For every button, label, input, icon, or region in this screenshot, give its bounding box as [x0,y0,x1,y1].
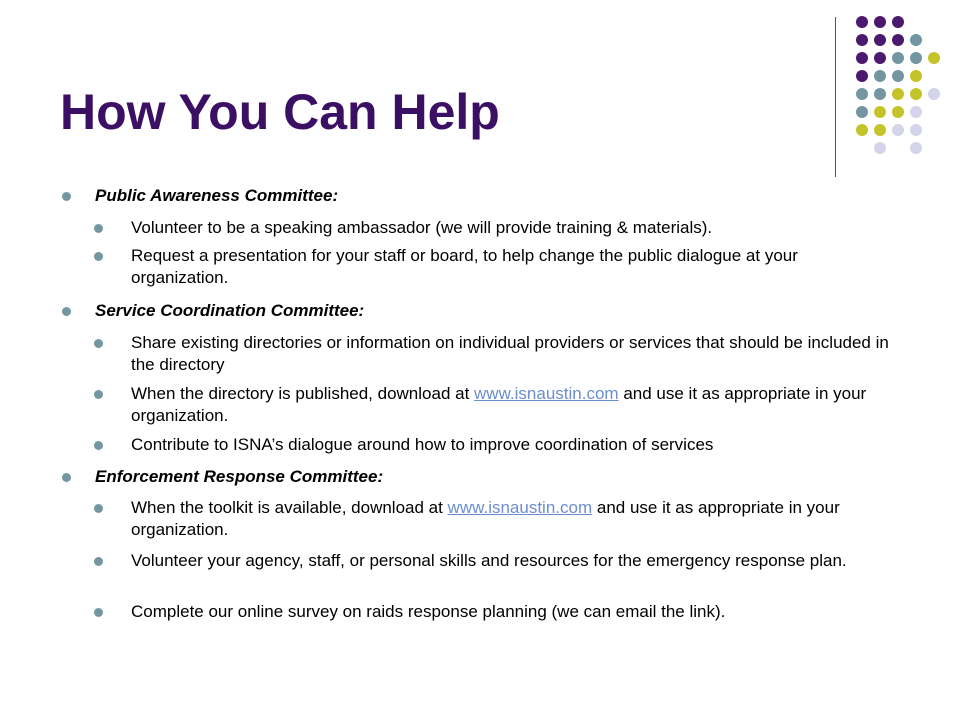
list-item: Volunteer your agency, staff, or personal skills and resources for the emergency response plan. [131,551,847,570]
bullet-dot [94,557,103,566]
bullet-dot [62,192,71,201]
bullet-dot [94,339,103,348]
list-item: Contribute to ISNA’s dialogue around how to improve coordination of services [131,435,714,454]
isnaustin-link[interactable]: www.isnaustin.com [447,498,593,517]
list-item: Volunteer to be a speaking ambassador (we will provide training & materials). [131,218,713,237]
list-item-text: and use it as appropriate in your organization. [131,384,867,425]
list-item [131,497,891,541]
list-item: Share existing directories or information on individual providers or services that should be included in the directory [131,333,889,374]
bullet-dot [94,252,103,261]
bullet-dot [62,473,71,482]
bullet-dot [94,224,103,233]
section-heading-public-awareness: Public Awareness Committee: [95,186,339,205]
list-item-text: and use it as appropriate in your organization. [131,498,840,539]
section-heading-enforcement-response: Enforcement Response Committee: [95,467,384,486]
bullet-dot [94,608,103,617]
list-item: Request a presentation for your staff or board, to help change the public dialogue at your organization. [131,246,798,287]
bullet-dot [94,504,103,513]
bullet-dot [62,307,71,316]
slide-title: How You Can Help [60,84,500,140]
isnaustin-link[interactable]: www.isnaustin.com [474,384,619,403]
bullet-dot [94,441,103,450]
bullet-dot [94,390,103,399]
list-item-text: When the directory is published, download at [131,384,475,403]
list-item [131,383,891,427]
list-item: Complete our online survey on raids response planning (we can email the link). [131,602,726,621]
list-item-text: When the toolkit is available, download at [131,498,448,517]
section-heading-service-coordination: Service Coordination Committee: [95,301,365,320]
